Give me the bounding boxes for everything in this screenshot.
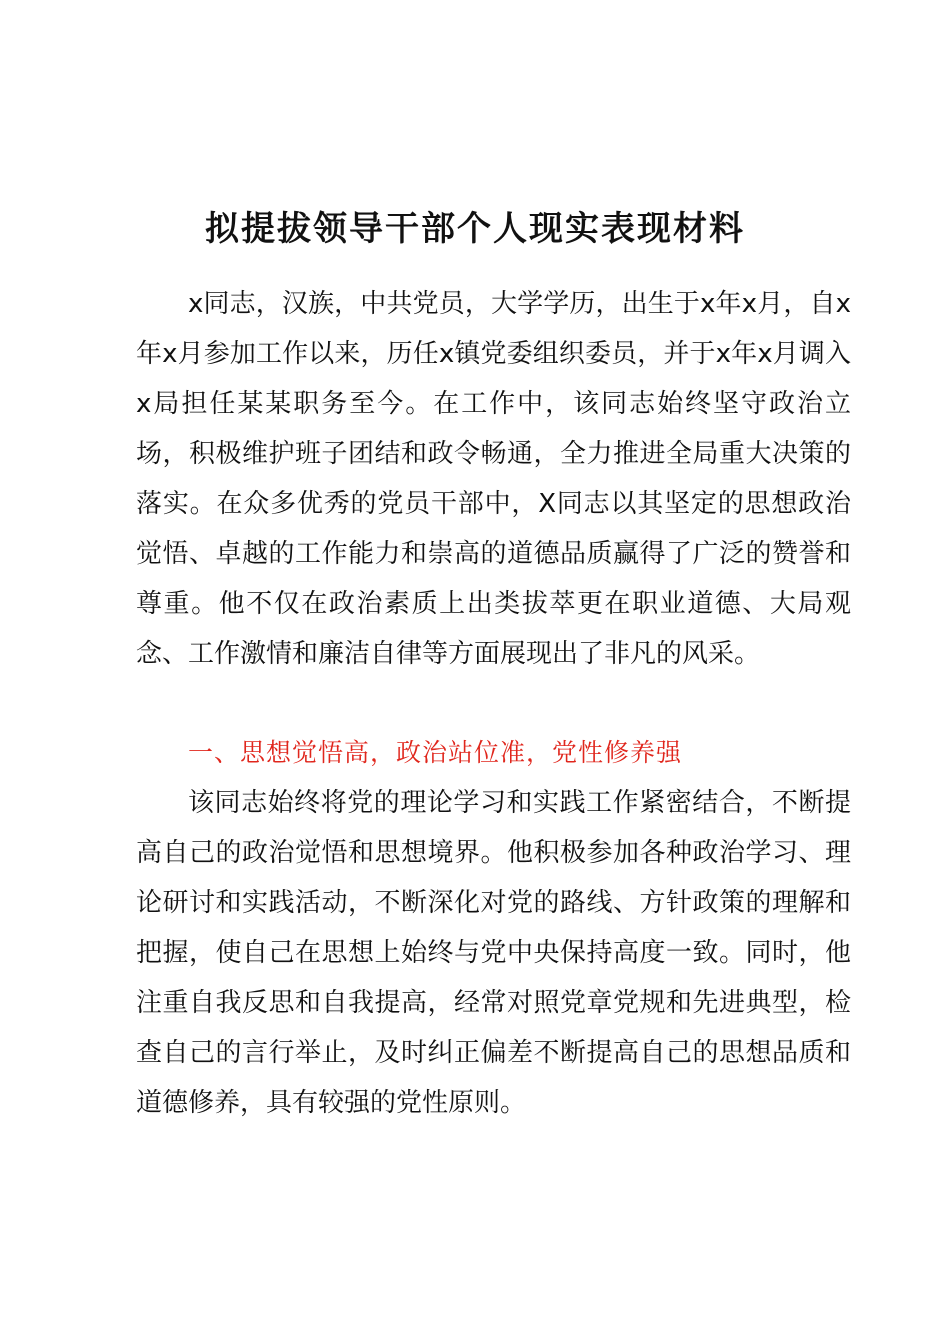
document-title: 拟提拔领导干部个人现实表现材料 [205,209,745,249]
paragraph-section-1: 该同志始终将党的理论学习和实践工作紧密结合，不断提高自己的政治觉悟和思想境界。他积极参加各种政治学习、理论研讨和实践活动，不断深化对党的路线、方针政策的理解和把握，使自己在思想上始终与党中央保持高度一致。同时，他注重自我反思和自我提高，经常对照党章党规和先进典型，检查自己的言行举止，及时纠正偏差不断提高自己的思想品质和道德修养，具有较强的党性原则。 [136,788,851,1118]
section-heading-1: 一、思想觉悟高，政治站位准，党性修养强 [188,738,683,767]
paragraph-intro: x同志，汉族，中共党员，大学学历，出生于x年x月，自x年x月参加工作以来，历任x镇党委组织委员，并于x年x月调入x局担任某某职务至今。在工作中，该同志始终坚守政治立场，积极维护班子团结和政令畅通，全力推进全局重大决策的落实。在众多优秀的党员干部中，X同志以其坚定的思想政治觉悟、卓越的工作能力和崇高的道德品质赢得了广泛的赞誉和尊重。他不仅在政治素质上出类拔萃更在职业道德、大局观念、工作激情和廉洁自律等方面展现出了非凡的风采。 [136,289,851,669]
